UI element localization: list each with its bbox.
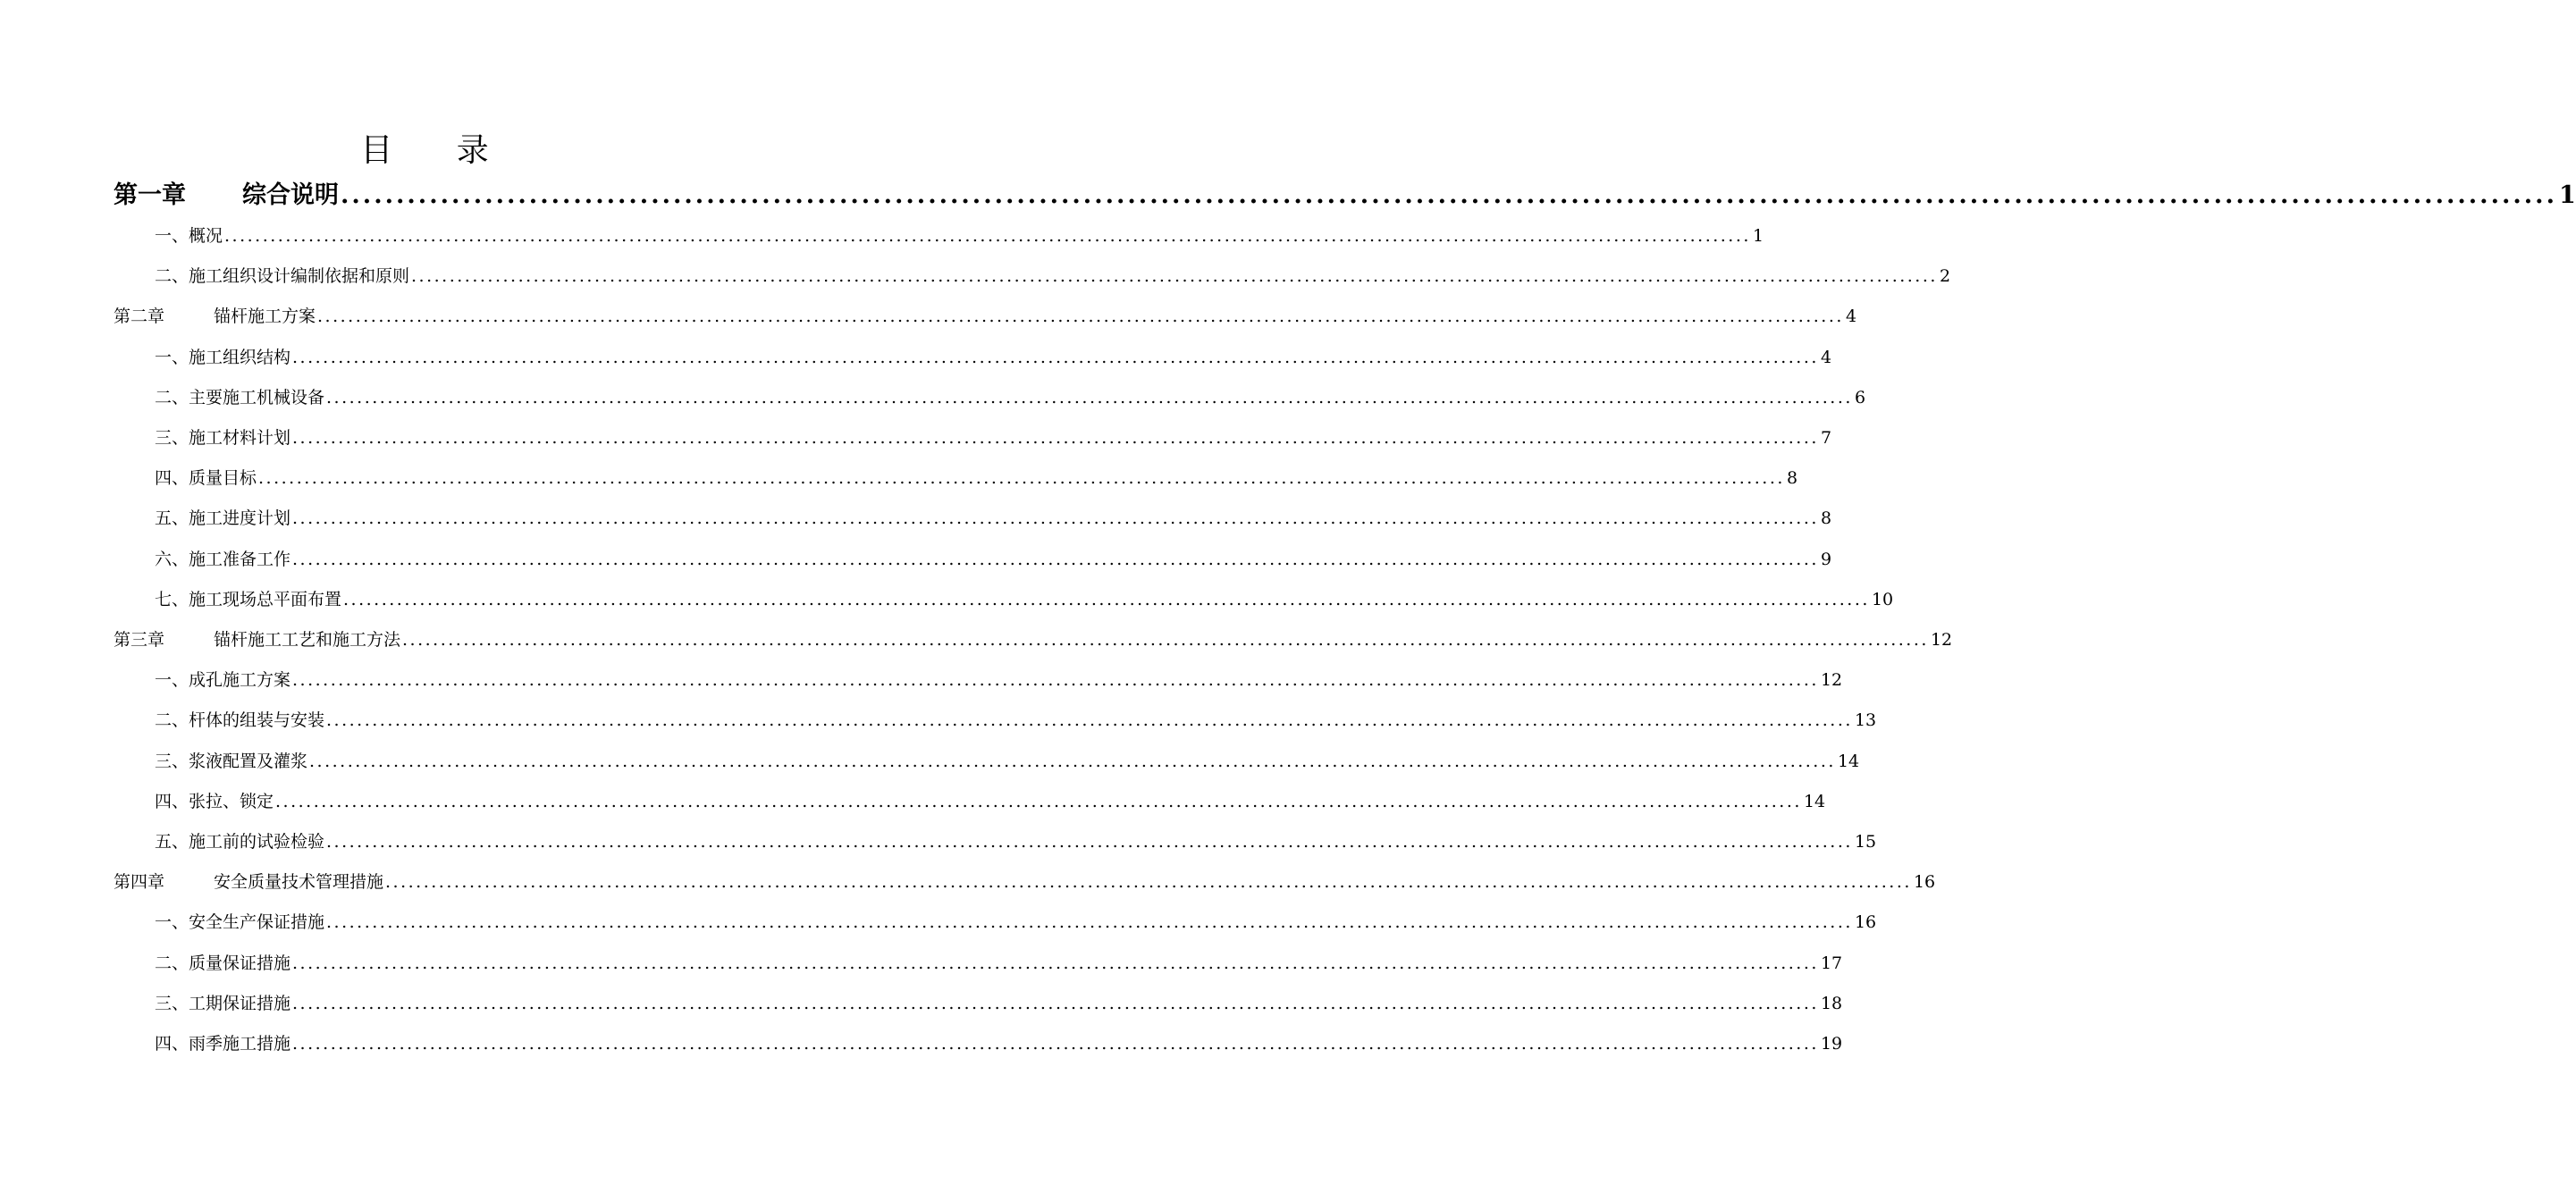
- toc-section-entry: [155, 223, 1764, 247]
- toc-entry-label: [114, 869, 383, 893]
- toc-entry-title: 三、施工材料计划: [155, 428, 291, 448]
- page-number: 9: [1820, 549, 1832, 569]
- toc-section-entry: [155, 909, 1877, 933]
- page-number: 15: [1854, 832, 1877, 852]
- toc-section-entry: [155, 505, 1832, 529]
- toc-chapter-entry: [114, 869, 1936, 893]
- toc-entry-title: 四、张拉、锁定: [155, 791, 274, 811]
- page-number: 4: [1845, 307, 1857, 327]
- toc-entry-title: 一、安全生产保证措施: [155, 912, 325, 933]
- toc-entry-title: 综合说明: [242, 181, 339, 209]
- toc-entry-label: [114, 175, 339, 210]
- chapter-number: 第一章: [114, 181, 186, 209]
- toc-entry-title: 五、施工进度计划: [155, 508, 291, 529]
- dot-leader: ........................................................................................................................................................................................................: [292, 508, 1819, 529]
- page-number: 14: [1837, 751, 1860, 771]
- page-number: 12: [1930, 630, 1953, 650]
- dot-leader: ........................................................................................................................................................................................................: [292, 428, 1819, 448]
- toc-entry-label: [155, 1030, 290, 1054]
- page-number: 7: [1820, 428, 1832, 448]
- toc-entry-title: 锚杆施工方案: [214, 307, 316, 327]
- dot-leader: ........................................................................................................................................................................................................: [411, 266, 1938, 287]
- page-number: 16: [1913, 872, 1936, 893]
- toc-entry-label: [155, 505, 290, 529]
- toc-section-entry: [155, 950, 1843, 974]
- toc-section-entry: [155, 788, 1826, 812]
- toc-section-entry: [155, 586, 1894, 610]
- toc-section-entry: [155, 828, 1877, 852]
- dot-leader: ........................................................................................................................................................................................................: [292, 993, 1819, 1013]
- toc-entry-title: 四、雨季施工措施: [155, 1034, 291, 1054]
- page-number: 16: [1854, 912, 1877, 933]
- toc-section-entry: [155, 384, 1866, 408]
- dot-leader: ........................................................................................................................................................................................................: [292, 953, 1819, 973]
- toc-entry-label: [155, 788, 274, 812]
- toc-entry-title: 二、质量保证措施: [155, 953, 291, 973]
- chapter-number: 第二章: [114, 307, 165, 327]
- toc-entry-label: [155, 950, 290, 974]
- toc-entry-label: [155, 748, 307, 772]
- page-number: 6: [1854, 387, 1866, 407]
- page-number: 4: [1820, 347, 1832, 367]
- page-number: 1: [2558, 181, 2576, 209]
- page-number: 13: [1854, 710, 1877, 731]
- toc-entry-label: [155, 828, 324, 852]
- dot-leader: ........................................................................................................................................................................................................: [317, 307, 1844, 327]
- toc-entry-title: 五、施工前的试验检验: [155, 832, 325, 852]
- dot-leader: ........................................................................................................................................................................................................: [292, 347, 1819, 367]
- toc-entry-label: [155, 424, 290, 449]
- toc-section-entry: [155, 707, 1877, 731]
- page-number: 12: [1820, 670, 1843, 691]
- page-number: 10: [1871, 589, 1894, 609]
- dot-leader: ........................................................................................................................................................................................................: [326, 912, 1853, 933]
- dot-leader: ........................................................................................................................................................................................................: [292, 549, 1819, 569]
- dot-leader: ........................................................................................................................................................................................................: [258, 468, 1785, 489]
- toc-chapter-entry: [114, 626, 1953, 651]
- toc-entry-label: [114, 626, 400, 651]
- dot-leader: ........................................................................................................................................................................................................: [341, 181, 2557, 209]
- toc-entry-label: [155, 344, 290, 368]
- toc-entry-label: [155, 990, 290, 1014]
- toc-entry-title: 锚杆施工工艺和施工方法: [214, 630, 401, 650]
- toc-entry-title: 二、杆体的组装与安装: [155, 710, 325, 731]
- toc-entry-label: [155, 223, 223, 247]
- dot-leader: ........................................................................................................................................................................................................: [292, 1034, 1819, 1054]
- toc-entry-label: [155, 465, 257, 489]
- toc-entry-title: 七、施工现场总平面布置: [155, 589, 342, 609]
- toc-section-entry: [155, 465, 1798, 489]
- toc-section-entry: [155, 667, 1843, 691]
- toc-section-entry: [155, 990, 1843, 1014]
- toc-section-entry: [155, 263, 1951, 287]
- toc-title: 目 录: [360, 132, 516, 169]
- dot-leader: ........................................................................................................................................................................................................: [343, 589, 1870, 609]
- toc-entry-title: 一、概况: [155, 226, 223, 246]
- toc-entry-label: [155, 707, 324, 731]
- toc-section-entry: [155, 546, 1832, 570]
- page-number: 8: [1786, 468, 1798, 489]
- toc-entry-title: 一、施工组织结构: [155, 347, 291, 367]
- dot-leader: ........................................................................................................................................................................................................: [402, 630, 1929, 650]
- toc-chapter-entry: [114, 303, 1857, 327]
- toc-section-entry: [155, 424, 1832, 449]
- toc-section-entry: [155, 748, 1860, 772]
- toc-entry-label: [155, 263, 409, 287]
- page-number: 1: [1752, 226, 1764, 246]
- toc-entry-label: [155, 667, 290, 691]
- toc-entry-label: [155, 384, 324, 408]
- dot-leader: ........................................................................................................................................................................................................: [385, 872, 1912, 893]
- dot-leader: ........................................................................................................................................................................................................: [275, 791, 1802, 811]
- toc-entry-title: 一、成孔施工方案: [155, 670, 291, 691]
- toc-section-entry: [155, 1030, 1843, 1054]
- toc-chapter-entry: [114, 175, 2576, 210]
- page-number: 14: [1803, 791, 1826, 811]
- chapter-number: 第四章: [114, 872, 165, 893]
- dot-leader: ........................................................................................................................................................................................................: [292, 670, 1819, 691]
- page-number: 2: [1939, 266, 1951, 287]
- page-number: 19: [1820, 1034, 1843, 1054]
- page-number: 17: [1820, 953, 1843, 973]
- toc-entry-label: [114, 303, 316, 327]
- dot-leader: ........................................................................................................................................................................................................: [326, 710, 1853, 731]
- toc-entry-title: 二、主要施工机械设备: [155, 387, 325, 407]
- toc-entry-title: 安全质量技术管理措施: [214, 872, 384, 893]
- chapter-number: 第三章: [114, 630, 165, 650]
- toc-entry-title: 二、施工组织设计编制依据和原则: [155, 266, 410, 287]
- toc-section-entry: [155, 344, 1832, 368]
- toc-entry-label: [155, 546, 290, 570]
- dot-leader: ........................................................................................................................................................................................................: [326, 387, 1853, 407]
- toc-entry-label: [155, 909, 324, 933]
- toc-entry-title: 三、浆液配置及灌浆: [155, 751, 308, 771]
- dot-leader: ........................................................................................................................................................................................................: [326, 832, 1853, 852]
- toc-entry-title: 四、质量目标: [155, 468, 257, 489]
- dot-leader: ........................................................................................................................................................................................................: [309, 751, 1836, 771]
- toc-entry-title: 六、施工准备工作: [155, 549, 291, 569]
- page-number: 18: [1820, 993, 1843, 1013]
- dot-leader: ........................................................................................................................................................................................................: [224, 226, 1751, 246]
- toc-entry-label: [155, 586, 341, 610]
- page-number: 8: [1820, 508, 1832, 529]
- toc-entry-title: 三、工期保证措施: [155, 993, 291, 1013]
